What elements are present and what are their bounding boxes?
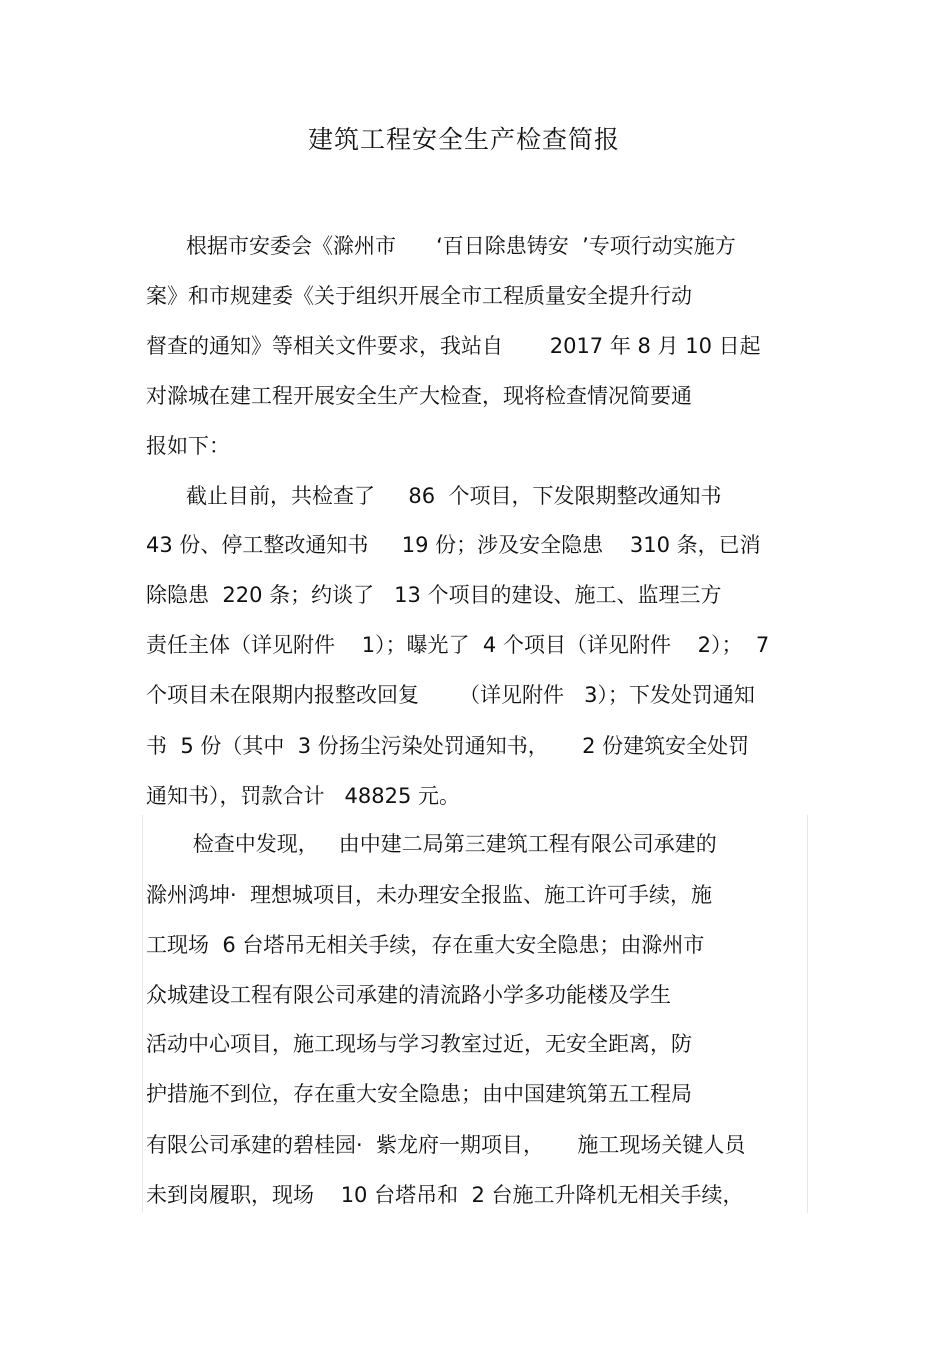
body-line: 责任主体（详见附件 1）；曝光了 4 个项目（详见附件 2）； 7 — [146, 633, 770, 657]
body-line: 个项目未在限期内报整改回复 （详见附件 3）；下发处罚通知 — [146, 683, 755, 707]
body-line: 有限公司承建的碧桂园· 紫龙府一期项目， 施工现场关键人员 — [146, 1133, 746, 1157]
body-line: 督查的通知》等相关文件要求，我站自 2017 年 8 月 10 日起 — [146, 334, 761, 358]
body-line: 检查中发现， 由中建二局第三建筑工程有限公司承建的 — [146, 832, 717, 856]
body-line: 书 5 份（其中 3 份扬尘污染处罚通知书， 2 份建筑安全处罚 — [146, 734, 750, 758]
body-line: 未到岗履职，现场 10 台塔吊和 2 台施工升降机无相关手续， — [146, 1183, 744, 1207]
body-line: 护措施不到位，存在重大安全隐患；由中国建筑第五工程局 — [146, 1082, 692, 1106]
body-line: 工现场 6 台塔吊无相关手续，存在重大安全隐患；由滁州市 — [146, 933, 705, 957]
body-line: 众城建设工程有限公司承建的清流路小学多功能楼及学生 — [146, 983, 671, 1007]
body-line: 报如下： — [146, 434, 230, 458]
body-line: 案》和市规建委《关于组织开展全市工程质量安全提升行动 — [146, 284, 692, 308]
body-line: 除隐患 220 条；约谈了 13 个项目的建设、施工、监理三方 — [146, 583, 722, 607]
body-line: 根据市安委会《滁州市 ‘百日除患铸安 ’专项行动实施方 — [146, 234, 736, 258]
body-line: 滁州鸿坤· 理想城项目，未办理安全报监、施工许可手续，施 — [146, 883, 713, 907]
document-title: 建筑工程安全生产检查简报 — [307, 125, 620, 154]
body-line: 截止目前，共检查了 86 个项目，下发限期整改通知书 — [146, 484, 722, 508]
body-line: 活动中心项目，施工现场与学习教室过近，无安全距离，防 — [146, 1032, 692, 1056]
body-line: 通知书），罚款合计 48825 元。 — [146, 784, 461, 808]
body-line: 对滁城在建工程开展安全生产大检查，现将检查情况简要通 — [146, 384, 692, 408]
body-line: 43 份、停工整改通知书 19 份；涉及安全隐患 310 条，已消 — [146, 533, 761, 557]
